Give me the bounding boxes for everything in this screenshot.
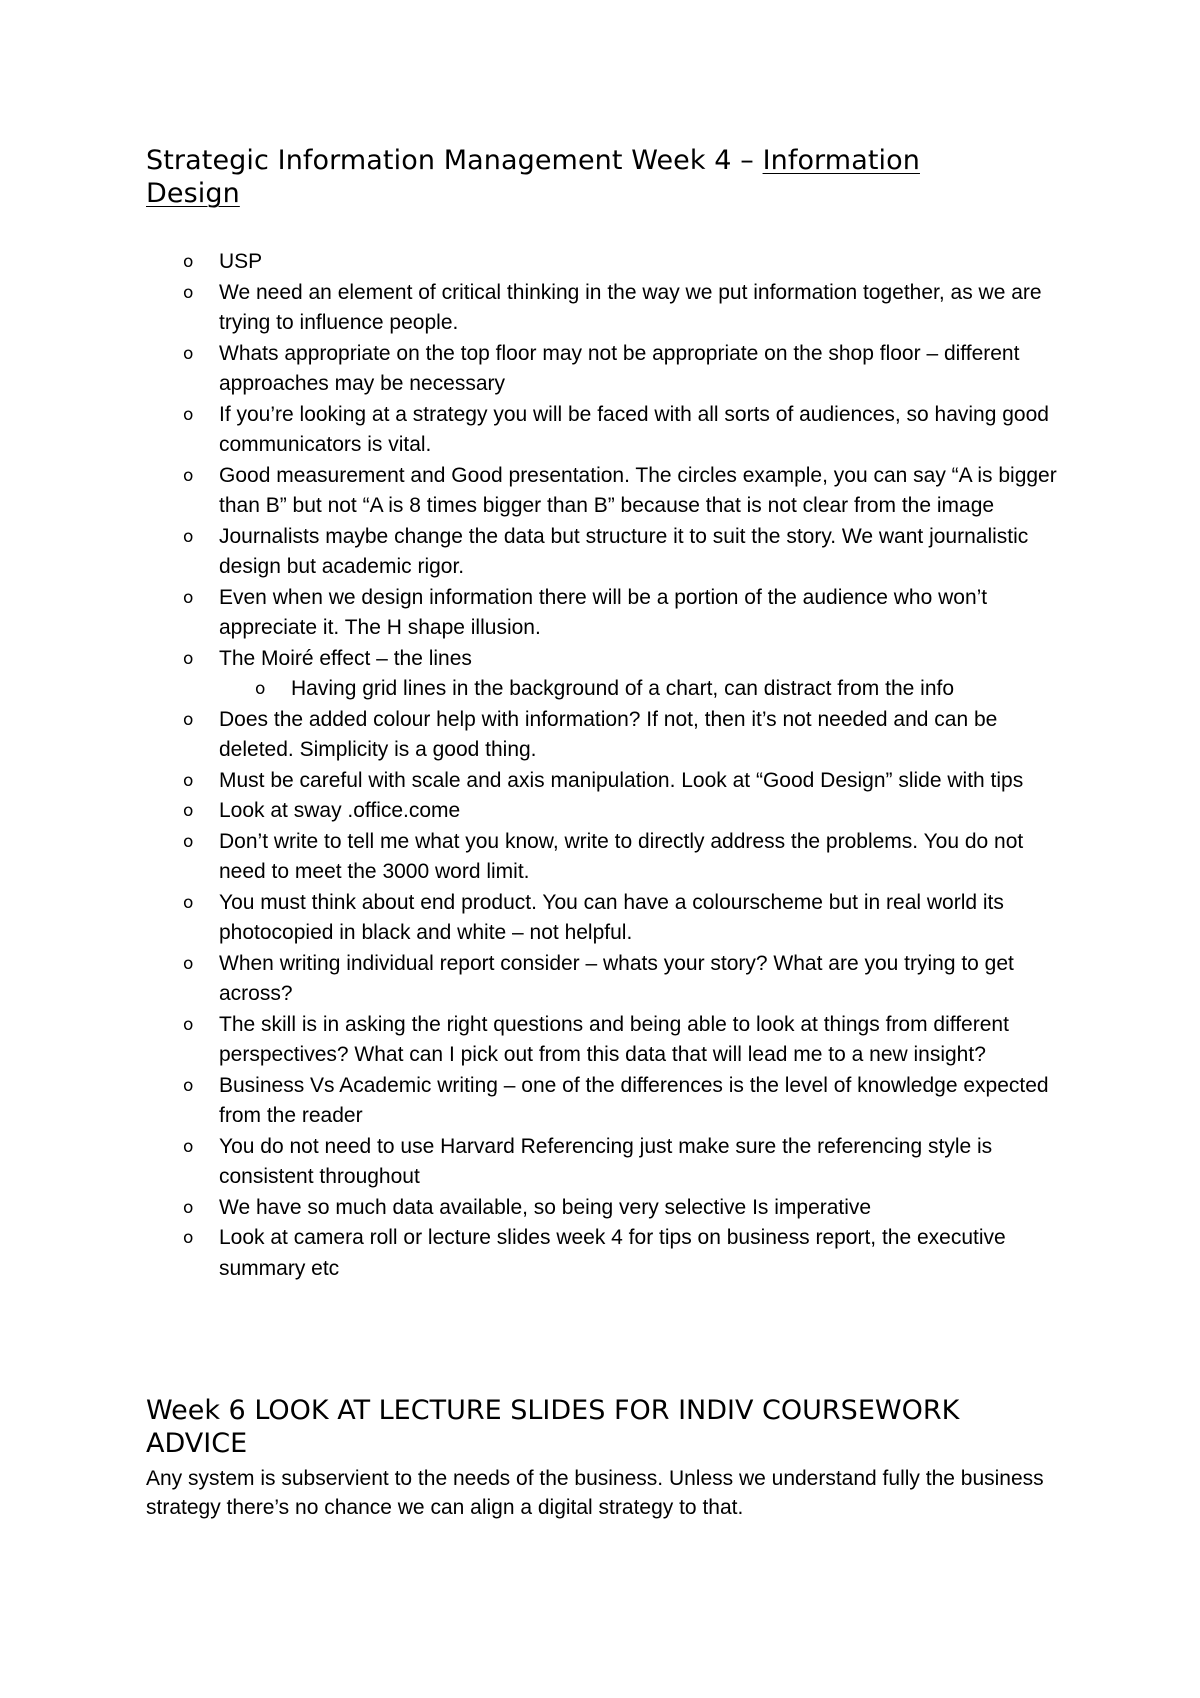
list-item — [0, 1071, 1200, 1132]
list-item — [0, 827, 1200, 888]
list-item-text: The skill is in asking the right questions and being able to look at things from different perspectives? What can I pick out from this data that will lead me to a new insight? — [219, 1012, 1009, 1066]
sub-list-item — [0, 674, 1200, 705]
bullet-list — [0, 247, 1200, 1284]
list-item — [0, 1010, 1200, 1071]
bullet-marker: o — [183, 1075, 194, 1096]
list-item — [0, 705, 1200, 766]
list-item-text: Journalists maybe change the data but structure it to suit the story. We want journalistic design but academic rigor. — [219, 524, 1029, 578]
list-item-text: Don’t write to tell me what you know, write to directly address the problems. You do not need to meet the 3000 word limit. — [219, 829, 1024, 883]
bullet-marker: o — [183, 953, 194, 974]
list-item — [0, 339, 1200, 400]
list-item-text: You do not need to use Harvard Referencing just make sure the referencing style is consistent throughout — [219, 1134, 993, 1188]
list-item-text: Good measurement and Good presentation. The circles example, you can say “A is bigger than B” but not “A is 8 times bigger than B” because that is not clear from the image — [219, 463, 1057, 517]
list-item — [0, 278, 1200, 339]
list-item-text: Having grid lines in the background of a chart, can distract from the info — [291, 677, 955, 700]
list-item-text: Must be careful with scale and axis manipulation. Look at “Good Design” slide with tips — [219, 768, 1024, 792]
list-item-text: If you’re looking at a strategy you will be faced with all sorts of audiences, so having good communicators is vital. — [219, 402, 1049, 456]
list-item — [0, 1132, 1200, 1193]
page-title-text: Strategic Information Management Week 4 – — [146, 145, 763, 176]
bullet-marker: o — [183, 1136, 194, 1157]
page-title — [146, 144, 1006, 210]
list-item-text: Whats appropriate on the top floor may not be appropriate on the shop floor – different approaches may be necessary — [219, 341, 1020, 395]
bullet-marker: o — [183, 404, 194, 425]
list-item — [0, 766, 1200, 797]
list-item — [0, 247, 1200, 278]
bullet-marker: o — [183, 648, 194, 669]
list-item — [0, 522, 1200, 583]
list-item — [0, 583, 1200, 644]
list-item-text: Even when we design information there will be a portion of the audience who won’t appreciate it. The H shape illusion. — [219, 585, 988, 639]
bullet-marker: o — [183, 343, 194, 364]
bullet-marker: o — [183, 709, 194, 730]
list-item — [0, 644, 1200, 675]
list-item-text: Look at sway .office.come — [219, 799, 461, 822]
list-item-text: Does the added colour help with information? If not, then it’s not needed and can be deleted. Simplicity is a good thing. — [219, 707, 998, 761]
bullet-marker: o — [183, 1228, 194, 1248]
bullet-marker: o — [183, 252, 194, 272]
list-item-text: You must think about end product. You can have a colourscheme but in real world its photocopied in black and white – not helpful. — [219, 890, 1004, 944]
bullet-marker: o — [183, 526, 194, 547]
bullet-marker: o — [183, 1197, 194, 1218]
list-item-text: Business Vs Academic writing – one of the differences is the level of knowledge expected from the reader — [219, 1073, 1049, 1127]
section-heading: Week 6 LOOK AT LECTURE SLIDES FOR INDIV COURSEWORK ADVICE — [146, 1395, 960, 1459]
bullet-marker: o — [183, 587, 194, 608]
body-paragraph: Any system is subservient to the needs of the business. Unless we understand fully the business strategy there’s no chance we can align a digital strategy to that. — [146, 1467, 1044, 1519]
bullet-marker: o — [183, 892, 194, 913]
bullet-marker: o — [183, 770, 194, 791]
list-item — [0, 461, 1200, 522]
list-item — [0, 796, 1200, 827]
page-title-underlined: Information Design — [146, 145, 920, 209]
bullet-marker: o — [183, 465, 194, 486]
bullet-marker: o — [183, 801, 194, 821]
bullet-marker: o — [255, 679, 266, 699]
list-item-text: The Moiré effect – the lines — [219, 646, 472, 670]
bullet-marker: o — [183, 282, 194, 303]
list-item — [0, 1193, 1200, 1224]
list-item — [0, 949, 1200, 1010]
list-item-text: USP — [219, 250, 263, 273]
bullet-marker: o — [183, 1014, 194, 1035]
list-item-text: We need an element of critical thinking in the way we put information together, as we are trying to influence people. — [219, 280, 1042, 334]
bullet-marker: o — [183, 831, 194, 852]
list-item-text: We have so much data available, so being very selective Is imperative — [219, 1195, 872, 1219]
list-item — [0, 888, 1200, 949]
list-item-text: When writing individual report consider – whats your story? What are you trying to get across? — [219, 951, 1014, 1005]
list-item-text: Look at camera roll or lecture slides week 4 for tips on business report, the executive summary etc — [219, 1226, 1006, 1280]
list-item — [0, 400, 1200, 461]
list-item — [0, 1223, 1200, 1284]
